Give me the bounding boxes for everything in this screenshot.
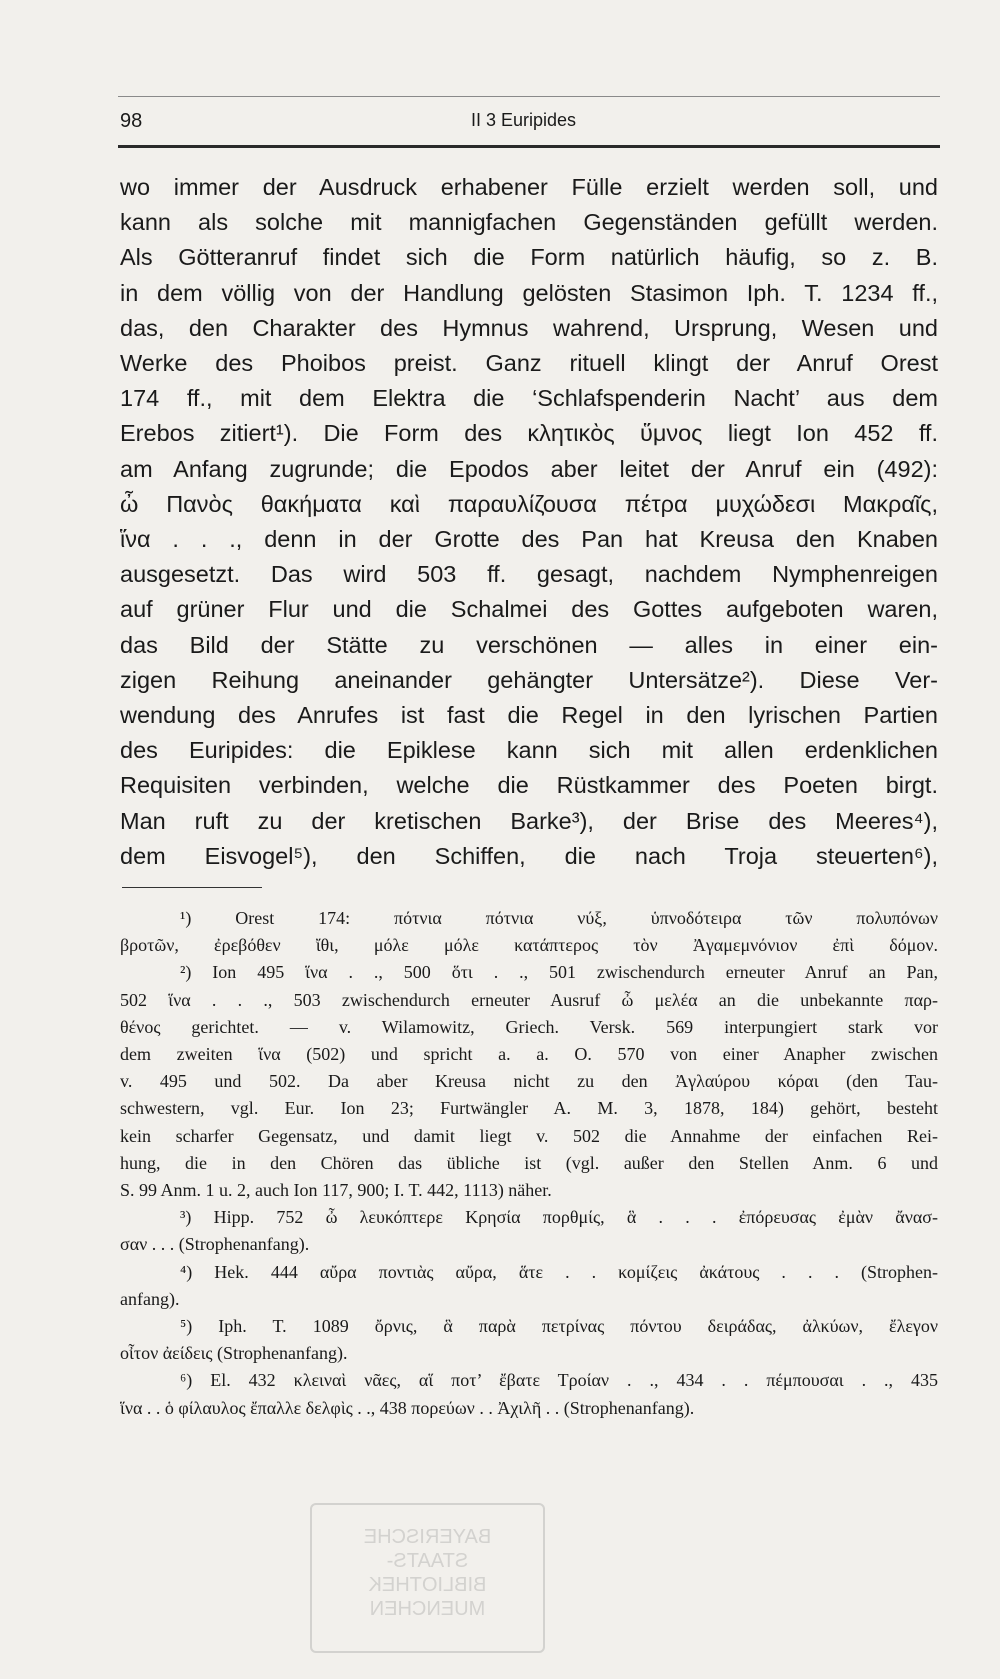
footnote-line: kein scharfer Gegensatz, und damit liegt v. 502 die Annahme der einfachen Rei- [120, 1125, 938, 1146]
text-line: Werke des Phoibos preist. Ganz rituell klingt der Anruf Orest [120, 350, 938, 377]
footnote-line: ⁴) Hek. 444 αὔρα ποντιὰς αὔρα, ἅτε . . κομίζεις ἀκάτους . . . (Strophen- [180, 1261, 938, 1282]
text-line: ausgesetzt. Das wird 503 ff. gesagt, nachdem Nymphenreigen [120, 561, 938, 588]
text-line: Als Götteranruf findet sich die Form natürlich häufig, so z. B. [120, 244, 938, 271]
stamp-line: STAATS- [386, 1550, 469, 1572]
main-text [120, 170, 938, 874]
footnote-separator [122, 887, 262, 888]
footnote-line: οἶτον ἀείδεις (Strophenanfang). [120, 1343, 348, 1364]
text-line: Erebos zitiert¹). Die Form des κλητικὸς ὕμνος liegt Ion 452 ff. [120, 420, 938, 447]
footnote-line: βροτῶν, ἐρεβόθεν ἴθι, μόλε μόλε κατάπτερος τὸν Ἀγαμεμνόνιον ἐπὶ δόμον. [120, 935, 938, 956]
footnote-line: hung, die in den Chören das übliche ist (vgl. außer den Stellen Anm. 6 und [120, 1152, 938, 1173]
footnote-line: anfang). [120, 1288, 180, 1309]
text-line: das, den Charakter des Hymnus wahrend, Ursprung, Wesen und [120, 314, 938, 341]
footnote-line: ⁵) Iph. T. 1089 ὄρνις, ἃ παρὰ πετρίνας πόντου δειράδας, ἀλκύων, ἔλεγον [180, 1316, 938, 1337]
footnote-line: ἵνα . . ὁ φίλαυλος ἔπαλλε δελφὶς . ., 438 πορεύων . . Ἀχιλῆ . . (Strophenanfang). [120, 1397, 695, 1418]
text-line: auf grüner Flur und die Schalmei des Gottes aufgeboten waren, [120, 596, 938, 623]
page-header [118, 106, 940, 140]
footnote-line: θένος gerichtet. — v. Wilamowitz, Griech. Versk. 569 interpungiert stark vor [120, 1016, 938, 1037]
text-line: kann als solche mit mannigfachen Gegenständen gefüllt werden. [120, 209, 938, 236]
text-line: zigen Reihung aneinander gehängter Untersätze²). Diese Ver- [120, 666, 938, 693]
footnote-line: S. 99 Anm. 1 u. 2, auch Ion 117, 900; I. T. 442, 1113) näher. [120, 1180, 552, 1201]
text-line: das Bild der Stätte zu verschönen — alles in einer ein- [120, 631, 938, 658]
running-title: II 3 Euripides [471, 110, 577, 130]
stamp-line: BAYERISCHE [363, 1526, 492, 1548]
footnote-line: 502 ἵνα . . ., 503 zwischendurch erneuter Ausruf ὦ μελέα an die unbekannte παρ- [120, 989, 938, 1010]
text-line: 174 ff., mit dem Elektra die ‘Schlafspenderin Nacht’ aus dem [120, 385, 938, 412]
footnote-line: ¹) Orest 174: πότνια πότνια νύξ, ὑπνοδότειρα τῶν πολυπόνων [180, 908, 938, 928]
footnote-line: ²) Ion 495 ἵνα . ., 500 ὅτι . ., 501 zwischendurch erneuter Anruf an Pan, [180, 962, 938, 983]
text-line: dem Eisvogel⁵), den Schiffen, die nach Troja steuerten⁶), [120, 842, 938, 869]
text-line: ἵνα . . ., denn in der Grotte des Pan hat Kreusa den Knaben [120, 526, 938, 553]
page-number: 98 [120, 110, 143, 132]
footnote-line: ⁶) El. 432 κλειναὶ νᾶες, αἵ ποτ’ ἔβατε Τροίαν . ., 434 . . πέμπουσαι . ., 435 [180, 1370, 938, 1391]
text-line: in dem völlig von der Handlung gelösten Stasimon Iph. T. 1234 ff., [120, 279, 938, 306]
footnote-line: dem zweiten ἵνα (502) und spricht a. a. O. 570 von einer Anapher zwischen [120, 1044, 938, 1065]
footnote-line: ³) Hipp. 752 ὦ λευκόπτερε Κρησία πορθμίς, ἃ . . . ἐπόρευσας ἐμὰν ἄνασ- [180, 1207, 938, 1228]
text-line: wendung des Anrufes ist fast die Regel in den lyrischen Partien [120, 702, 938, 729]
text-line: Man ruft zu der kretischen Barke³), der Brise des Meeres⁴), [120, 807, 938, 834]
text-line: Requisiten verbinden, welche die Rüstkammer des Poeten birgt. [120, 772, 938, 799]
text-line: ὦ Πανὸς θακήματα καὶ παραυλίζουσα πέτρα μυχώδεσι Μακραῖς, [120, 490, 938, 517]
footnote-line: v. 495 und 502. Da aber Kreusa nicht zu den Ἀγλαύρου κόραι (den Tau- [120, 1071, 938, 1092]
text-line: wo immer der Ausdruck erhabener Fülle erzielt werden soll, und [120, 174, 938, 200]
stamp-line: MUENCHEN [369, 1598, 486, 1620]
footnote-line: σαν . . . (Strophenanfang). [120, 1234, 310, 1255]
footnotes [120, 905, 938, 1422]
stamp-line: BIBLIOTHEK [368, 1574, 487, 1596]
top-rule [118, 96, 940, 97]
text-line: am Anfang zugrunde; die Epodos aber leitet der Anruf ein (492): [120, 455, 938, 482]
footnote-line: schwestern, vgl. Eur. Ion 23; Furtwängler A. M. 3, 1878, 184) gehört, besteht [120, 1098, 938, 1119]
header-rule [118, 145, 940, 148]
text-line: des Euripides: die Epiklese kann sich mit allen erdenklichen [120, 737, 938, 764]
library-stamp [310, 1503, 545, 1653]
